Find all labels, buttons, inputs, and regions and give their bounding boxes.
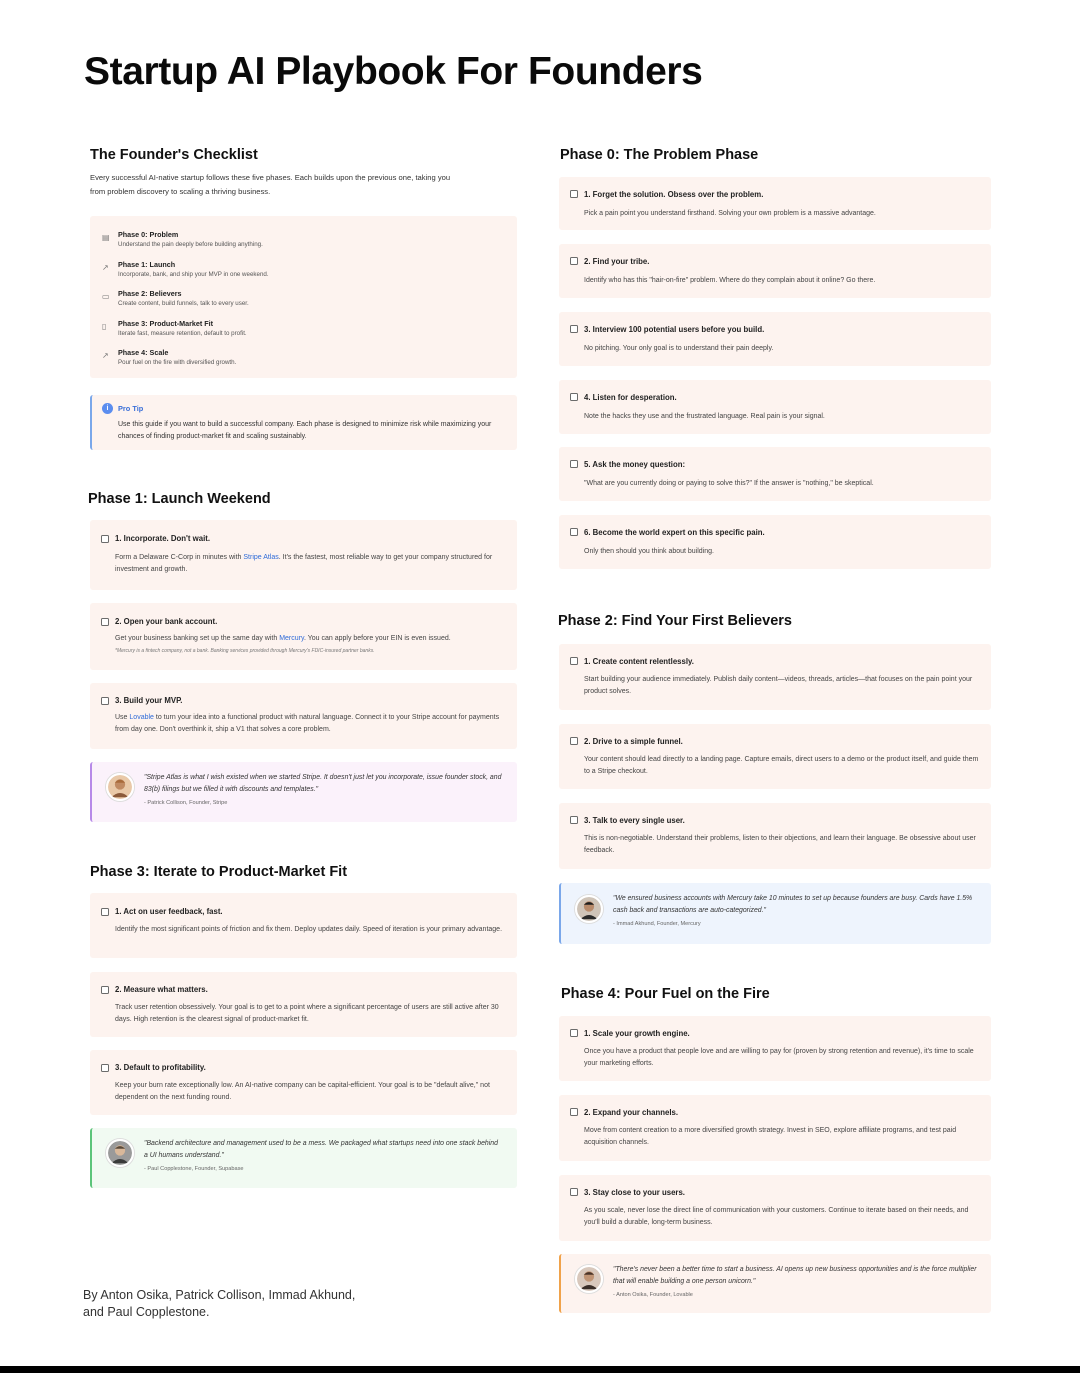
item-body: Your content should lead directly to a landing page. Capture emails, direct users to a demo or the product itself, and guide them to a Stripe checkout. bbox=[584, 756, 979, 775]
megaphone-icon: ▭ bbox=[102, 292, 110, 301]
quote-author: - Paul Copplestone, Founder, Supabase bbox=[144, 1166, 244, 1172]
item-checkbox[interactable] bbox=[570, 1029, 578, 1037]
checklist-item bbox=[559, 177, 991, 230]
item-checkbox[interactable] bbox=[101, 618, 109, 626]
item-checkbox[interactable] bbox=[101, 986, 109, 994]
item-title: 1. Incorporate. Don't wait. bbox=[115, 534, 210, 543]
mercury-link[interactable]: Mercury bbox=[279, 635, 304, 642]
item-checkbox[interactable] bbox=[101, 908, 109, 916]
checklist-item bbox=[559, 1016, 991, 1081]
item-title: 2. Open your bank account. bbox=[115, 617, 218, 626]
quote-card bbox=[90, 1128, 517, 1188]
checklist-item bbox=[90, 1050, 517, 1115]
trend-up-icon: ↗ bbox=[102, 351, 109, 360]
item-title: 3. Stay close to your users. bbox=[584, 1188, 685, 1197]
phase2-heading: Phase 2: Find Your First Believers bbox=[558, 613, 792, 629]
checklist-item bbox=[559, 380, 991, 434]
right-column bbox=[559, 0, 991, 1373]
checklist-item bbox=[90, 683, 517, 749]
item-body: Identify who has this "hair-on-fire" problem. Where do they complain about it online? Go there. bbox=[584, 277, 876, 284]
avatar bbox=[575, 1265, 603, 1293]
item-body: No pitching. Your only goal is to understand their pain deeply. bbox=[584, 345, 774, 352]
item-checkbox[interactable] bbox=[570, 257, 578, 265]
checklist-intro: Every successful AI-native startup follows these five phases. Each builds upon the previous one, taking you from problem discovery to scaling a thriving business. bbox=[90, 173, 451, 196]
item-title: 5. Ask the money question: bbox=[584, 460, 686, 469]
item-title: 3. Build your MVP. bbox=[115, 696, 183, 705]
phase-overview-row bbox=[102, 348, 517, 378]
item-checkbox[interactable] bbox=[570, 325, 578, 333]
item-body: Move from content creation to a more diversified growth strategy. Invest in SEO, explore affiliate programs, and test paid acquisition channels. bbox=[584, 1127, 957, 1146]
checklist-heading: The Founder's Checklist bbox=[90, 147, 258, 163]
phase-overview-row bbox=[102, 289, 517, 319]
item-checkbox[interactable] bbox=[570, 816, 578, 824]
phase-overview-row bbox=[102, 319, 517, 349]
checklist-item bbox=[559, 803, 991, 869]
item-title: 3. Interview 100 potential users before you build. bbox=[584, 325, 765, 334]
quote-card bbox=[559, 883, 991, 944]
quote-card bbox=[90, 762, 517, 822]
quote-card bbox=[559, 1254, 991, 1313]
checklist-item bbox=[559, 312, 991, 366]
info-icon: i bbox=[102, 403, 113, 414]
checklist-item bbox=[90, 893, 517, 958]
item-title: 3. Talk to every single user. bbox=[584, 816, 685, 825]
item-body: As you scale, never lose the direct line of communication with your customers. Continue to iterate based on their needs, and you'll build a durable, long-term business. bbox=[584, 1207, 969, 1226]
phase-subtitle: Create content, build funnels, talk to every user. bbox=[118, 300, 249, 307]
phase1-heading: Phase 1: Launch Weekend bbox=[88, 491, 271, 507]
item-checkbox[interactable] bbox=[570, 393, 578, 401]
phase0-heading: Phase 0: The Problem Phase bbox=[560, 147, 759, 163]
item-footnote: *Mercury is a fintech company, not a bank. Banking services provided through Mercury's FDIC-insured partner banks. bbox=[115, 648, 375, 654]
avatar bbox=[575, 895, 603, 923]
item-body: "What are you currently doing or paying to solve this?" If the answer is "nothing," be skeptical. bbox=[584, 480, 874, 487]
checklist-item bbox=[559, 1095, 991, 1161]
item-title: 1. Forget the solution. Obsess over the problem. bbox=[584, 190, 764, 199]
left-column bbox=[90, 0, 517, 1373]
phase-title: Phase 1: Launch bbox=[118, 259, 176, 269]
checklist-item bbox=[559, 244, 991, 298]
stripe-atlas-link[interactable]: Stripe Atlas bbox=[243, 554, 279, 561]
avatar bbox=[106, 773, 134, 801]
pro-tip-title: Pro Tip bbox=[118, 404, 144, 413]
item-title: 2. Expand your channels. bbox=[584, 1108, 679, 1117]
checklist-item bbox=[90, 603, 517, 670]
quote-author: - Immad Akhund, Founder, Mercury bbox=[613, 921, 701, 927]
checklist-item bbox=[90, 972, 517, 1037]
pro-tip-callout bbox=[90, 395, 517, 450]
phase-overview-card bbox=[90, 216, 517, 378]
item-body: Form a Delaware C-Corp in minutes with Stripe Atlas. It's the fastest, most reliable way to get your company structured for investment and growth. bbox=[115, 554, 493, 573]
item-body: Pick a pain point you understand firsthand. Solving your own problem is a massive advantage. bbox=[584, 210, 876, 217]
avatar bbox=[106, 1139, 134, 1167]
document-icon: ▤ bbox=[102, 233, 110, 242]
item-checkbox[interactable] bbox=[101, 535, 109, 543]
item-body: Once you have a product that people love and are willing to pay for (proven by strong retention and revenue), it's time to scale your marketing efforts. bbox=[584, 1048, 974, 1067]
item-body: Use Lovable to turn your idea into a functional product with natural language. Connect it to your Stripe account for payments from day one. Don't overthink it, ship a V1 that solves a core problem. bbox=[115, 714, 500, 733]
item-title: 1. Create content relentlessly. bbox=[584, 657, 694, 666]
phase-subtitle: Incorporate, bank, and ship your MVP in one weekend. bbox=[118, 270, 269, 278]
item-checkbox[interactable] bbox=[570, 1108, 578, 1116]
item-body: This is non-negotiable. Understand their problems, listen to their objections, and learn their language. Be obsessive about user feedback. bbox=[584, 835, 976, 854]
item-checkbox[interactable] bbox=[570, 1188, 578, 1196]
quote-author: - Patrick Collison, Founder, Stripe bbox=[144, 800, 228, 806]
bottom-bar bbox=[0, 1366, 1080, 1373]
item-body: Identify the most significant points of friction and fix them. Deploy updates daily. Speed of iteration is your primary advantage. bbox=[115, 926, 503, 933]
item-title: 3. Default to profitability. bbox=[115, 1063, 206, 1072]
phase-overview-row bbox=[102, 260, 517, 290]
byline: By Anton Osika, Patrick Collison, Immad Akhund, and Paul Copplestone. bbox=[83, 1288, 356, 1319]
item-title: 1. Scale your growth engine. bbox=[584, 1029, 690, 1038]
item-checkbox[interactable] bbox=[570, 190, 578, 198]
item-body: Keep your burn rate exceptionally low. An AI-native company can be capital-efficient. Your goal is to be "default alive," not dependent on the next funding round. bbox=[115, 1082, 490, 1101]
item-title: 4. Listen for desperation. bbox=[584, 393, 677, 402]
lovable-link[interactable]: Lovable bbox=[129, 714, 154, 721]
item-body: Only then should you think about building. bbox=[584, 548, 714, 555]
pro-tip-body: Use this guide if you want to build a successful company. Each phase is designed to minimize risk while maximizing your chances of finding product-market fit and scaling sustainably. bbox=[118, 421, 492, 440]
quote-text: "There's never been a better time to start a business. AI opens up new business opportunities and is the force multiplier that will enable building a one person unicorn." bbox=[613, 1266, 977, 1285]
quote-author: - Anton Osika, Founder, Lovable bbox=[613, 1292, 693, 1298]
checklist-item bbox=[559, 515, 991, 569]
item-title: 2. Find your tribe. bbox=[584, 257, 650, 266]
phase-title: Phase 2: Believers bbox=[118, 289, 182, 298]
phase-subtitle: Pour fuel on the fire with diversified growth. bbox=[118, 359, 237, 366]
file-icon: ▯ bbox=[102, 321, 107, 331]
item-body: Track user retention obsessively. Your goal is to get to a point where a significant percentage of users are still active after 30 days. High retention is the clearest signal of product-market fit. bbox=[115, 1004, 499, 1023]
item-body: Get your business banking set up the same day with Mercury. You can apply before your EIN is even issued. bbox=[115, 635, 451, 642]
checklist-item bbox=[559, 447, 991, 501]
item-checkbox[interactable] bbox=[570, 737, 578, 745]
page-title: Startup AI Playbook For Founders bbox=[84, 50, 703, 93]
quote-text: "Backend architecture and management used to be a mess. We packaged what startups need into one stack behind a UI humans understand." bbox=[144, 1140, 498, 1159]
item-checkbox[interactable] bbox=[101, 1064, 109, 1072]
item-title: 1. Act on user feedback, fast. bbox=[115, 907, 223, 916]
phase-overview-row bbox=[102, 230, 517, 260]
phase4-heading: Phase 4: Pour Fuel on the Fire bbox=[561, 986, 770, 1002]
item-checkbox[interactable] bbox=[570, 460, 578, 468]
item-title: 2. Measure what matters. bbox=[115, 985, 208, 994]
quote-text: "Stripe Atlas is what I wish existed when we started Stripe. It doesn't just let you incorporate, issue founder stock, and 83(b) filings but we filled it with discounts and templates." bbox=[144, 774, 502, 793]
item-title: 6. Become the world expert on this specific pain. bbox=[584, 528, 765, 537]
phase-subtitle: Iterate fast, measure retention, default to profit. bbox=[118, 329, 247, 337]
checklist-item bbox=[559, 1175, 991, 1241]
item-title: 2. Drive to a simple funnel. bbox=[584, 737, 683, 746]
phase-title: Phase 0: Problem bbox=[118, 230, 179, 239]
item-checkbox[interactable] bbox=[570, 528, 578, 536]
item-checkbox[interactable] bbox=[101, 697, 109, 705]
quote-text: "We ensured business accounts with Mercury take 10 minutes to set up because founders are busy. Cards have 1.5% cash back and transactions are auto-categorized." bbox=[613, 895, 973, 914]
trend-up-icon: ↗ bbox=[102, 262, 109, 272]
phase-title: Phase 4: Scale bbox=[118, 348, 169, 357]
checklist-item bbox=[90, 520, 517, 590]
phase3-heading: Phase 3: Iterate to Product-Market Fit bbox=[90, 864, 348, 880]
item-body: Note the hacks they use and the frustrated language. Real pain is your signal. bbox=[584, 413, 825, 420]
checklist-item bbox=[559, 724, 991, 789]
item-body: Start building your audience immediately. Publish daily content—videos, threads, articles—that focuses on the pain point your product solves. bbox=[584, 676, 973, 695]
checklist-item bbox=[559, 644, 991, 710]
phase-subtitle: Understand the pain deeply before building anything. bbox=[118, 241, 263, 248]
phase-title: Phase 3: Product-Market Fit bbox=[118, 318, 214, 328]
item-checkbox[interactable] bbox=[570, 657, 578, 665]
